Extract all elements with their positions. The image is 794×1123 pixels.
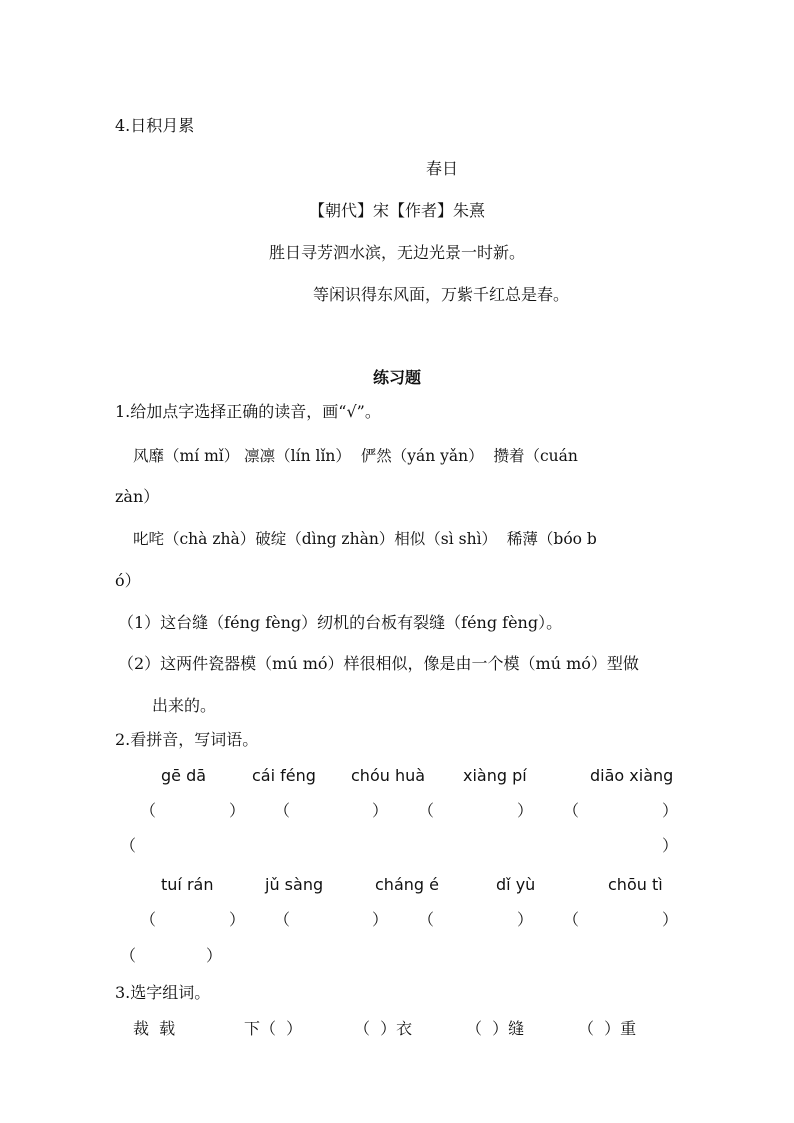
- answer-blank-close: ）: [662, 836, 679, 855]
- word-blank: （ ）重: [578, 1019, 637, 1038]
- answer-blank-close: ）: [206, 946, 223, 965]
- question-1-sentence-1: （1）这台缝（féng fèng）纫机的台板有裂缝（féng fèng）。: [118, 613, 563, 632]
- answer-blank-open: （: [563, 910, 580, 929]
- question-2-title: 2.看拼音，写词语。: [115, 730, 259, 749]
- word-blank: （ ）衣: [354, 1019, 413, 1038]
- answer-blank-open: （: [274, 910, 291, 929]
- answer-blank-open: （: [563, 801, 580, 820]
- answer-blank-open: （: [140, 801, 157, 820]
- choice-characters: 裁 载: [133, 1019, 176, 1038]
- pinyin-item: jǔ sàng: [265, 875, 324, 894]
- answer-blank-close: ）: [372, 801, 389, 820]
- poem-meta: 【朝代】宋【作者】朱熹: [308, 201, 485, 220]
- pinyin-item: tuí rán: [161, 875, 214, 894]
- word-blank: 下（ ）: [244, 1019, 303, 1038]
- answer-blank-close: ）: [517, 910, 534, 929]
- answer-blank-close: ）: [662, 801, 679, 820]
- pinyin-item: diāo xiàng: [590, 766, 674, 785]
- answer-blank-open: （: [274, 801, 291, 820]
- question-1-title: 1.给加点字选择正确的读音，画“√”。: [115, 402, 381, 421]
- answer-blank-close: ）: [662, 910, 679, 929]
- pinyin-item: xiàng pí: [463, 766, 527, 785]
- pinyin-item: chóu huà: [351, 766, 426, 785]
- section-heading: 4.日积月累: [115, 116, 195, 135]
- answer-blank-open: （: [140, 910, 157, 929]
- answer-blank-open: （: [120, 946, 137, 965]
- answer-blank-open: （: [120, 836, 137, 855]
- poem-line-1: 胜日寻芳泗水滨，无边光景一时新。: [268, 243, 525, 262]
- exercises-title: 练习题: [372, 368, 421, 387]
- question-1-row-2: 叱咤（chà zhà）破绽（dìng zhàn）相似（sì shì） 稀薄（bóo b: [133, 530, 597, 548]
- poem-line-2: 等闲识得东风面，万紫千红总是春。: [312, 285, 569, 304]
- word-blank: （ ）缝: [466, 1019, 525, 1038]
- answer-blank-close: ）: [229, 910, 246, 929]
- answer-blank-open: （: [418, 910, 435, 929]
- question-1-row-2-cont: ó）: [115, 571, 141, 590]
- pinyin-item: gē dā: [161, 766, 207, 785]
- answer-blank-close: ）: [229, 801, 246, 820]
- poem-title: 春日: [425, 159, 458, 178]
- answer-blank-close: ）: [372, 910, 389, 929]
- answer-blank-close: ）: [517, 801, 534, 820]
- question-1-sentence-2: （2）这两件瓷器模（mú mó）样很相似，像是由一个模（mú mó）型做: [118, 654, 639, 673]
- pinyin-item: cái féng: [252, 766, 316, 785]
- answer-blank-open: （: [418, 801, 435, 820]
- question-1-sentence-2-cont: 出来的。: [152, 696, 217, 715]
- question-1-row-1-cont: zàn）: [115, 487, 160, 506]
- question-3-title: 3.选字组词。: [115, 983, 211, 1002]
- question-1-row-1: 风靡（mí mǐ） 凛凛（lín lǐn） 俨然（yán yǎn） 攒着（cuán: [133, 447, 578, 465]
- pinyin-item: cháng é: [375, 875, 439, 894]
- pinyin-item: chōu tì: [608, 875, 663, 894]
- pinyin-item: dǐ yù: [496, 875, 536, 894]
